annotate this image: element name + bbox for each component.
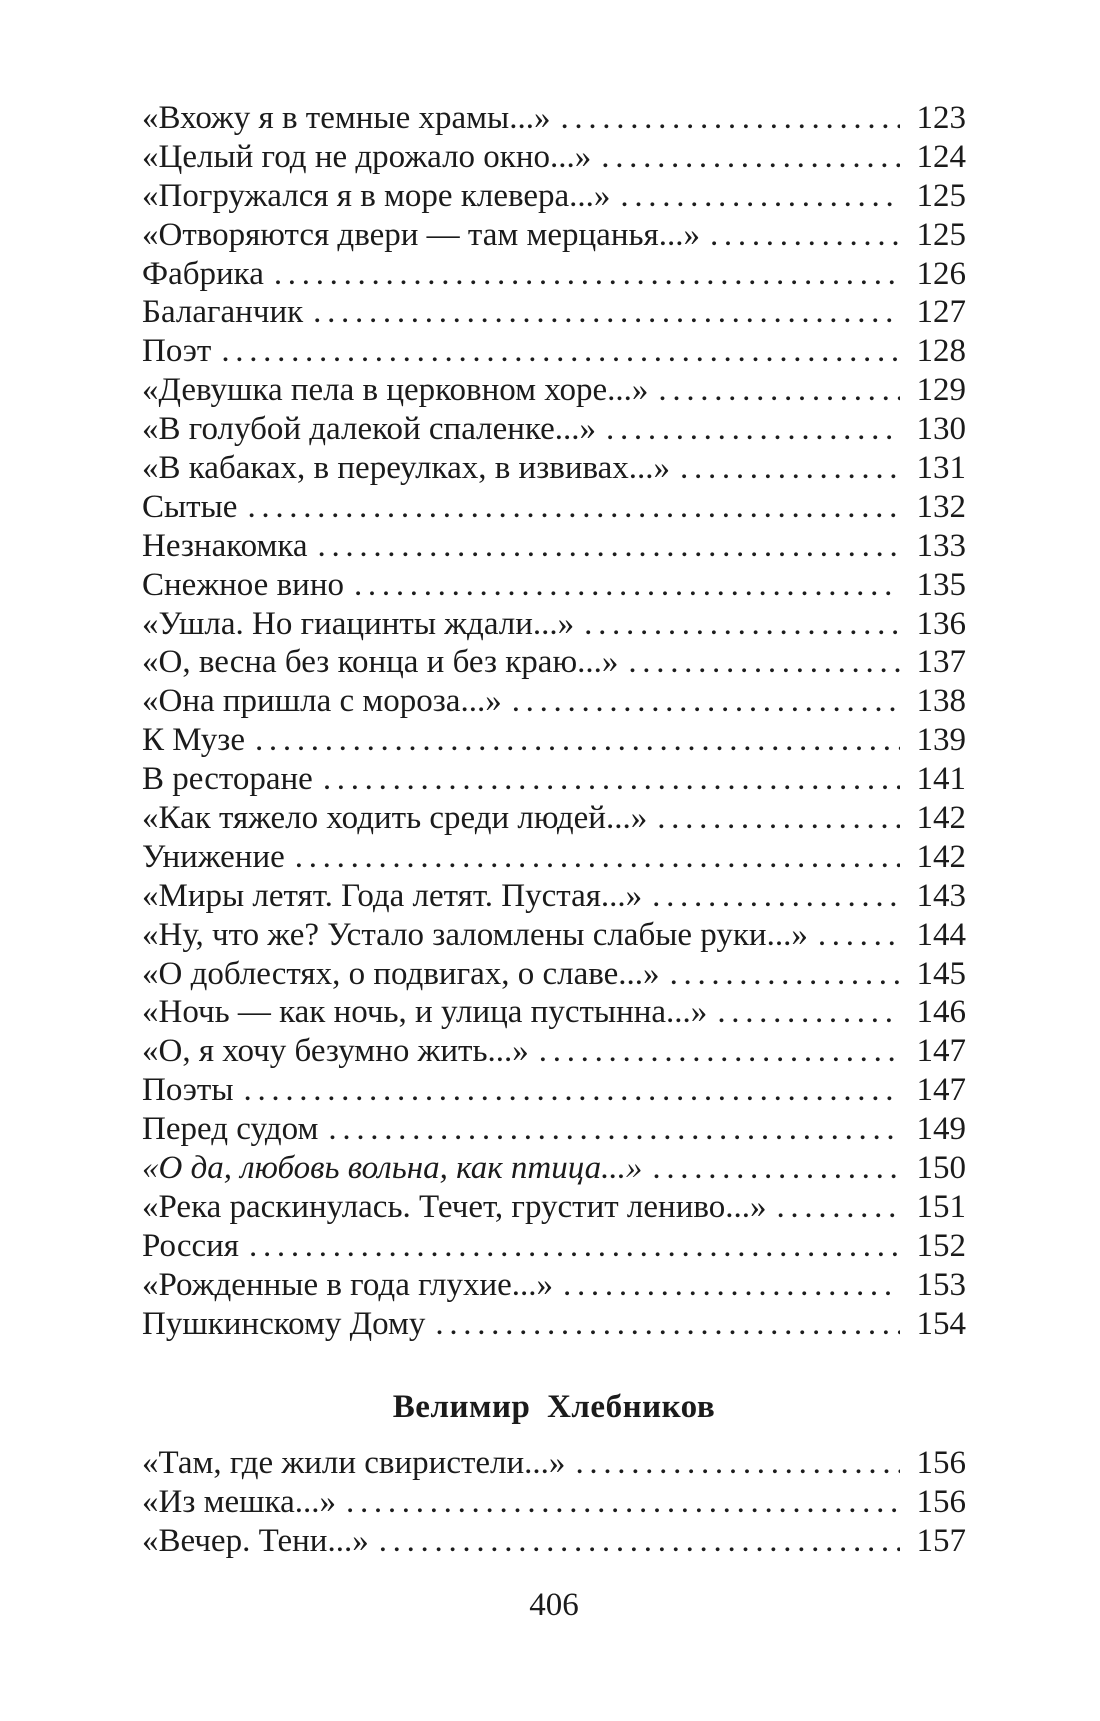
dot-leader	[776, 1188, 900, 1227]
toc-entry-page: 127	[916, 294, 966, 331]
toc-entry-page: 124	[916, 138, 966, 175]
toc-entry-title: «Вечер. Тени...»	[142, 1523, 369, 1560]
toc-entry-page: 138	[916, 683, 966, 720]
dot-leader	[657, 799, 900, 838]
dot-leader	[717, 993, 900, 1032]
section-heading: Велимир Хлебников	[392, 1388, 716, 1425]
toc-entry	[142, 877, 966, 916]
toc-section	[142, 1388, 966, 1562]
dot-leader	[274, 255, 900, 294]
toc-entry-title: Поэты	[142, 1072, 234, 1109]
toc-entry-title: «О, весна без конца и без краю...»	[142, 644, 619, 681]
toc-entry-page: 136	[916, 605, 966, 642]
dot-leader	[318, 527, 900, 566]
toc-entry-title: Фабрика	[142, 255, 264, 292]
toc-entry-page: 131	[916, 450, 966, 487]
toc-entry-page: 147	[916, 1072, 966, 1109]
toc-entry-title: «О доблестях, о подвигах, о славе...»	[142, 955, 660, 992]
toc-entry	[142, 566, 966, 605]
toc-entry-title: «Как тяжело ходить среди людей...»	[142, 800, 648, 837]
toc-entry-title: «О да, любовь вольна, как птица...»	[142, 1150, 643, 1187]
toc-entry-page: 141	[916, 761, 966, 798]
toc-entry-title: Унижение	[142, 838, 285, 875]
toc-entry	[142, 255, 966, 294]
toc-entry-title: «Отворяются двери — там мерцанья...»	[142, 216, 700, 253]
toc-entry-title: «Из мешка...»	[142, 1484, 336, 1521]
dot-leader	[323, 760, 900, 799]
dot-leader	[244, 1071, 901, 1110]
toc-entry	[142, 449, 966, 488]
dot-leader	[255, 721, 900, 760]
dot-leader	[379, 1522, 900, 1561]
toc-entry-page: 154	[916, 1305, 966, 1342]
toc-entry	[142, 1110, 966, 1149]
dot-leader	[680, 449, 900, 488]
page-number-footer: 406	[529, 1587, 579, 1623]
toc-entry	[142, 293, 966, 332]
toc-entry	[142, 916, 966, 955]
dot-leader	[601, 138, 900, 177]
toc-entry-title: «Ушла. Но гиацинты ждали...»	[142, 605, 575, 642]
dot-leader	[670, 955, 900, 994]
dot-leader	[652, 877, 900, 916]
toc-entry	[142, 410, 966, 449]
toc-entry	[142, 721, 966, 760]
dot-leader	[584, 605, 900, 644]
dot-leader	[435, 1305, 900, 1344]
toc-entry	[142, 838, 966, 877]
toc-entry	[142, 682, 966, 721]
toc-entry-page: 132	[916, 488, 966, 525]
toc-entry	[142, 1032, 966, 1071]
toc-entry	[142, 138, 966, 177]
toc-entry	[142, 1149, 966, 1188]
toc-entry-title: Перед судом	[142, 1111, 319, 1148]
dot-leader	[354, 566, 900, 605]
toc-entry-page: 128	[916, 333, 966, 370]
dot-leader	[575, 1444, 900, 1483]
toc-entry-title: В ресторане	[142, 761, 313, 798]
toc-entry	[142, 1483, 966, 1522]
toc-entry-title: «Река раскинулась. Течет, грустит лениво...»	[142, 1188, 767, 1225]
toc-entry	[142, 216, 966, 255]
toc-entry-page: 149	[916, 1111, 966, 1148]
toc-entry-page: 133	[916, 527, 966, 564]
toc-entry-page: 126	[916, 255, 966, 292]
dot-leader	[512, 682, 900, 721]
toc-entry-page: 123	[916, 100, 966, 136]
toc-entry-title: «В кабаках, в переулках, в извивах...»	[142, 450, 671, 487]
toc-entry-title: «Там, где жили свиристели...»	[142, 1445, 566, 1482]
toc-entry	[142, 955, 966, 994]
toc-entry-page: 125	[916, 177, 966, 214]
dot-leader	[652, 1149, 900, 1188]
dot-leader	[818, 916, 900, 955]
dot-leader	[560, 99, 900, 138]
toc-entry-title: Россия	[142, 1227, 239, 1264]
toc-entry-page: 143	[916, 877, 966, 914]
toc-entry	[142, 332, 966, 371]
toc-entry	[142, 99, 966, 138]
dot-leader	[563, 1266, 900, 1305]
toc-entry-page: 129	[916, 372, 966, 409]
dot-leader	[249, 1227, 900, 1266]
dot-leader	[658, 371, 900, 410]
toc-entry-title: Пушкинскому Дому	[142, 1305, 426, 1342]
toc-entry-title: Сытые	[142, 488, 238, 525]
toc-entry	[142, 1305, 966, 1344]
toc-entry-title: «Ну, что же? Устало заломлены слабые руки...»	[142, 916, 808, 953]
dot-leader	[710, 216, 900, 255]
toc-entry-title: «Вхожу я в темные храмы...»	[142, 100, 551, 136]
toc-entry	[142, 1522, 966, 1561]
dot-leader	[313, 293, 900, 332]
dot-leader	[221, 332, 900, 371]
toc-entry-page: 146	[916, 994, 966, 1031]
toc-entry	[142, 799, 966, 838]
toc-entry	[142, 527, 966, 566]
toc-entry-page: 147	[916, 1033, 966, 1070]
dot-leader	[539, 1032, 900, 1071]
toc-entry-title: Поэт	[142, 333, 212, 370]
toc-entry-title: «Целый год не дрожало окно...»	[142, 138, 592, 175]
toc-entry-page: 137	[916, 644, 966, 681]
toc-entry-title: «Рожденные в года глухие...»	[142, 1266, 554, 1303]
toc-entry-page: 156	[916, 1445, 966, 1482]
toc-entry	[142, 760, 966, 799]
toc-entry-page: 151	[916, 1188, 966, 1225]
dot-leader	[328, 1110, 900, 1149]
toc-entry-page: 156	[916, 1484, 966, 1521]
toc-entry-title: «О, я хочу безумно жить...»	[142, 1033, 529, 1070]
dot-leader	[606, 410, 900, 449]
toc-entry	[142, 993, 966, 1032]
toc-entry-title: «В голубой далекой спаленке...»	[142, 411, 597, 448]
toc-entry-title: Балаганчик	[142, 294, 304, 331]
toc-entry-title: Снежное вино	[142, 566, 344, 603]
toc-entry-page: 150	[916, 1150, 966, 1187]
toc-entry-title: «Ночь — как ночь, и улица пустынна...»	[142, 994, 708, 1031]
toc-entry-page: 145	[916, 955, 966, 992]
toc-entry-title: Незнакомка	[142, 527, 308, 564]
toc-entry-page: 142	[916, 800, 966, 837]
toc-entry-page: 142	[916, 838, 966, 875]
toc-entry	[142, 177, 966, 216]
dot-leader	[295, 838, 900, 877]
dot-leader	[247, 488, 900, 527]
toc-entry-page: 144	[916, 916, 966, 953]
toc-entry	[142, 1444, 966, 1483]
toc-entry	[142, 488, 966, 527]
toc-entry-title: «Миры летят. Года летят. Пустая...»	[142, 877, 643, 914]
toc-entry-page: 152	[916, 1227, 966, 1264]
dot-leader	[620, 177, 900, 216]
dot-leader	[628, 643, 900, 682]
toc-entry-page: 125	[916, 216, 966, 253]
toc-entry-title: «Девушка пела в церковном хоре...»	[142, 372, 649, 409]
toc-entry-page: 153	[916, 1266, 966, 1303]
toc-entry	[142, 643, 966, 682]
toc-entry	[142, 1188, 966, 1227]
table-of-contents	[142, 99, 966, 1561]
toc-entry-title: К Музе	[142, 722, 245, 759]
toc-entry	[142, 605, 966, 644]
toc-entry-page: 130	[916, 411, 966, 448]
toc-entry-page: 135	[916, 566, 966, 603]
dot-leader	[346, 1483, 900, 1522]
toc-entry-page: 157	[916, 1523, 966, 1560]
toc-section	[142, 99, 966, 1344]
toc-entry	[142, 1266, 966, 1305]
toc-entry-title: «Она пришла с мороза...»	[142, 683, 502, 720]
toc-entry	[142, 1227, 966, 1266]
toc-entry-page: 139	[916, 722, 966, 759]
toc-entry	[142, 1071, 966, 1110]
toc-entry	[142, 371, 966, 410]
toc-entry-title: «Погружался я в море клевера...»	[142, 177, 611, 214]
